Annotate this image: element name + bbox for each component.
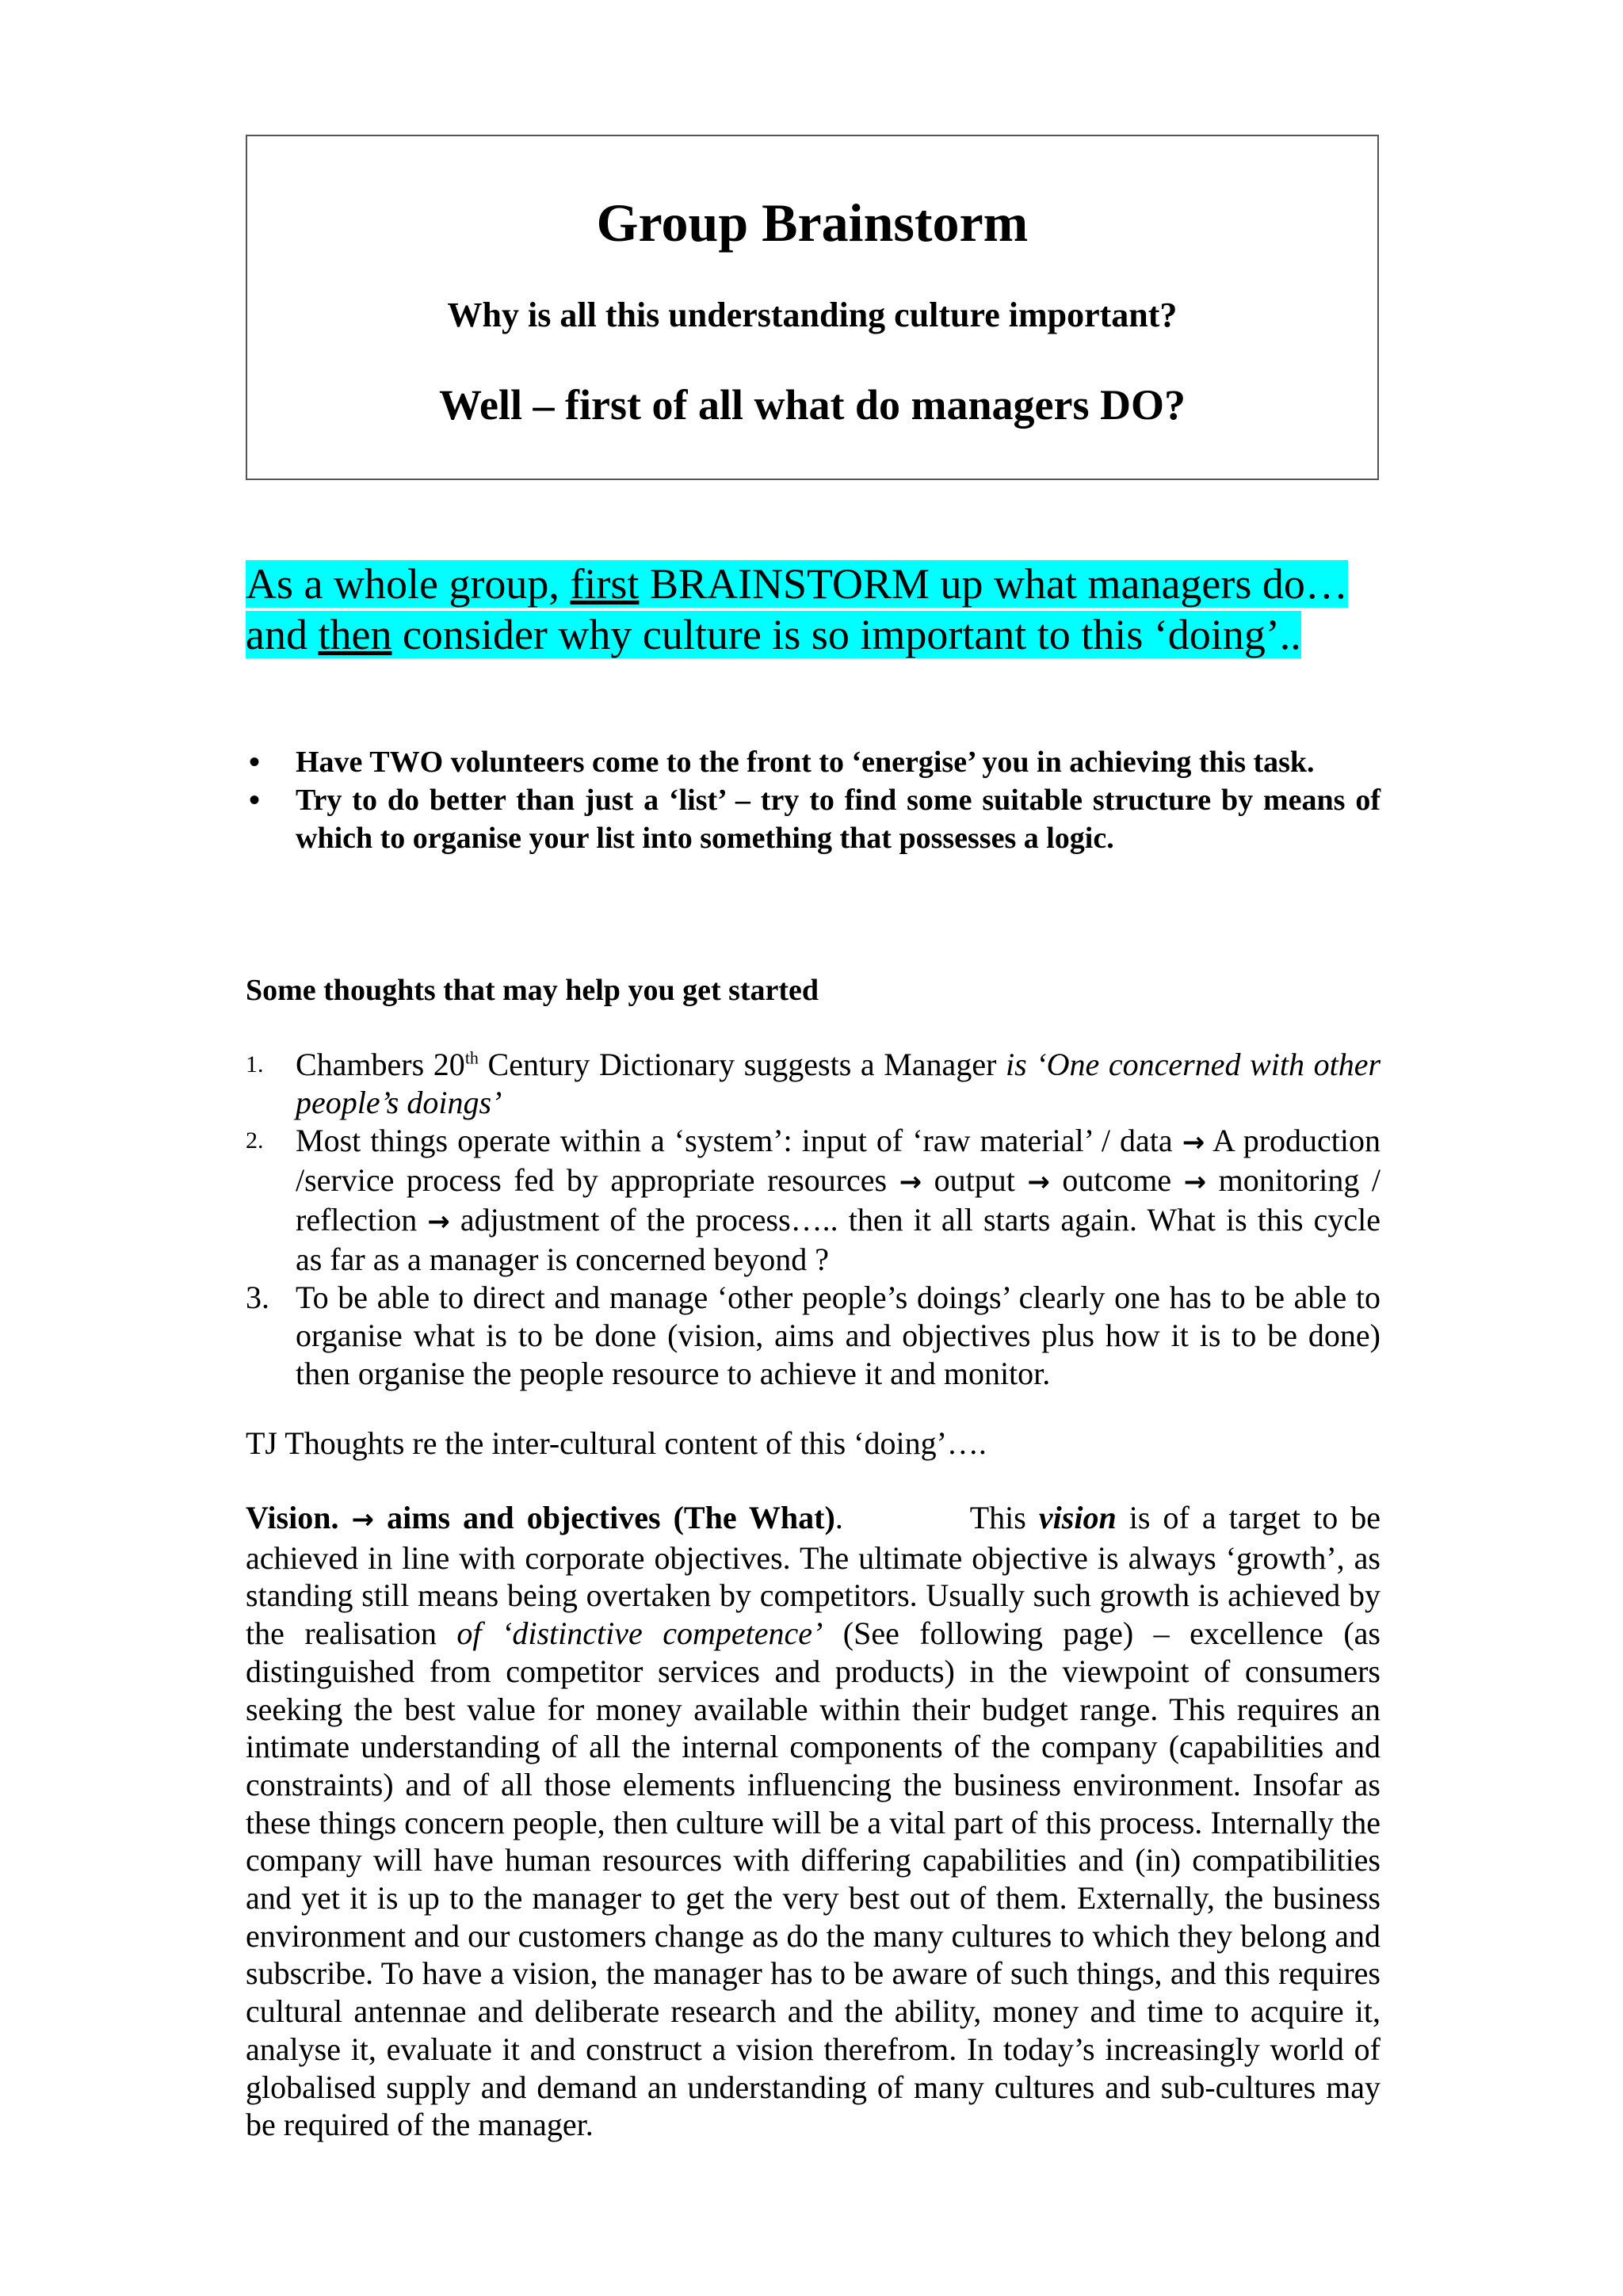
title-box [246, 135, 1379, 480]
highlight-text: BRAINSTORM up what managers do… [639, 560, 1348, 608]
underlined-then: then [318, 611, 392, 658]
italic-phrase: of ‘distinctive competence’ [456, 1615, 823, 1652]
highlight-text: and [246, 611, 319, 658]
item-text: output [922, 1162, 1028, 1198]
arrow-right-icon: → [427, 1206, 450, 1238]
item-text: outcome [1049, 1162, 1184, 1198]
underlined-first: first [570, 560, 640, 608]
list-number: 1. [246, 1051, 264, 1077]
vision-paragraph [246, 1499, 1381, 2144]
paragraph-text: This [842, 1500, 1039, 1535]
vision-label-text: Vision. [246, 1500, 352, 1535]
paragraph-text: is of a target to be achieved in line with corporate objectives. The ultimate objective is always ‘growth’, as standing still means being overtaken by competitors. Usually such growth is achieved by the realisation [246, 1500, 1381, 1652]
bullet-text: Have TWO volunteers come to the front to ‘energise’ you in achieving this task. [296, 746, 1315, 779]
title-subtitle: Well – first of all what do managers DO? [439, 381, 1186, 429]
list-number: 3. [246, 1280, 269, 1315]
list-item [246, 1279, 1381, 1393]
superscript: th [464, 1047, 479, 1068]
highlight-line-1 [246, 560, 1348, 608]
item-text: adjustment of the process….. then it all starts again. What is this cycle as far as a manager is concerned beyond ? [296, 1202, 1381, 1277]
list-item [246, 781, 1381, 857]
highlighted-instruction [246, 559, 1381, 660]
arrow-right-icon: → [1027, 1166, 1050, 1198]
vision-label-text: aims and objectives (The What) [374, 1500, 835, 1535]
bullet-icon: • [249, 782, 261, 818]
bullet-text: Try to do better than just a ‘list’ – try to find some suitable structure by means of which to organise your list into something that possesses a logic. [296, 784, 1381, 855]
item-text: A production /service process fed by appropriate resources [296, 1123, 1381, 1198]
list-item [246, 743, 1381, 781]
list-item [246, 1122, 1381, 1279]
list-item [246, 1046, 1381, 1122]
highlight-line-2 [246, 611, 1301, 658]
arrow-right-icon: → [1182, 1127, 1205, 1158]
emphasis-vision: vision [1038, 1500, 1117, 1535]
section-heading: Some thoughts that may help you get started [246, 974, 819, 1007]
arrow-right-icon: → [1183, 1166, 1207, 1198]
arrow-right-icon: → [899, 1166, 922, 1198]
item-text: Century Dictionary suggests a Manager [478, 1047, 1006, 1082]
list-number: 2. [246, 1127, 264, 1154]
title-question: Why is all this understanding culture important? [447, 296, 1178, 334]
arrow-right-icon: → [351, 1504, 375, 1535]
highlight-text: consider why culture is so important to this ‘doing’.. [391, 611, 1301, 658]
numbered-list [246, 1046, 1381, 1393]
vision-label [246, 1500, 835, 1535]
bullet-list [246, 743, 1381, 857]
item-text: monitoring / reflection [296, 1162, 1381, 1238]
item-text: Most things operate within a ‘system’: input of ‘raw material’ / data [296, 1123, 1182, 1158]
tj-thoughts: TJ Thoughts re the inter-cultural content of this ‘doing’…. [246, 1425, 987, 1461]
highlight-text: As a whole group, [246, 560, 571, 608]
bullet-icon: • [249, 744, 261, 780]
punctuation: . [834, 1500, 843, 1535]
italic-quote: is ‘One concerned with other people’s doings’ [296, 1047, 1381, 1120]
paragraph-text: (See following page) – excellence (as distinguished from competitor services and products) in the viewpoint of consumers seeking the best value for money available within their budget range. This requires an intimate understanding of all the internal components of the company (capabilities and constraints) and of all those elements influencing the business environment. Insofar as these things concern people, then culture will be a vital part of this process. Internally the company will have human resources with differing capabilities and (in) compatibilities and yet it is up to the manager to get the very best out of them. Externally, the business environment and our customers change as do the many cultures to which they belong and subscribe. To have a vision, the manager has to be aware of such things, and this requires cultural antennae and deliberate research and the ability, money and time to acquire it, analyse it, evaluate it and construct a vision therefrom. In today’s increasingly world of globalised supply and demand an understanding of many cultures and sub-cultures may be required of the manager. [246, 1615, 1381, 2143]
page-title: Group Brainstorm [596, 193, 1029, 253]
item-text: Chambers 20 [296, 1047, 465, 1082]
item-text: To be able to direct and manage ‘other people’s doings’ clearly one has to be able to organise what is to be done (vision, aims and objectives plus how it is to be done) then organise the people resource to achieve it and monitor. [296, 1280, 1381, 1391]
